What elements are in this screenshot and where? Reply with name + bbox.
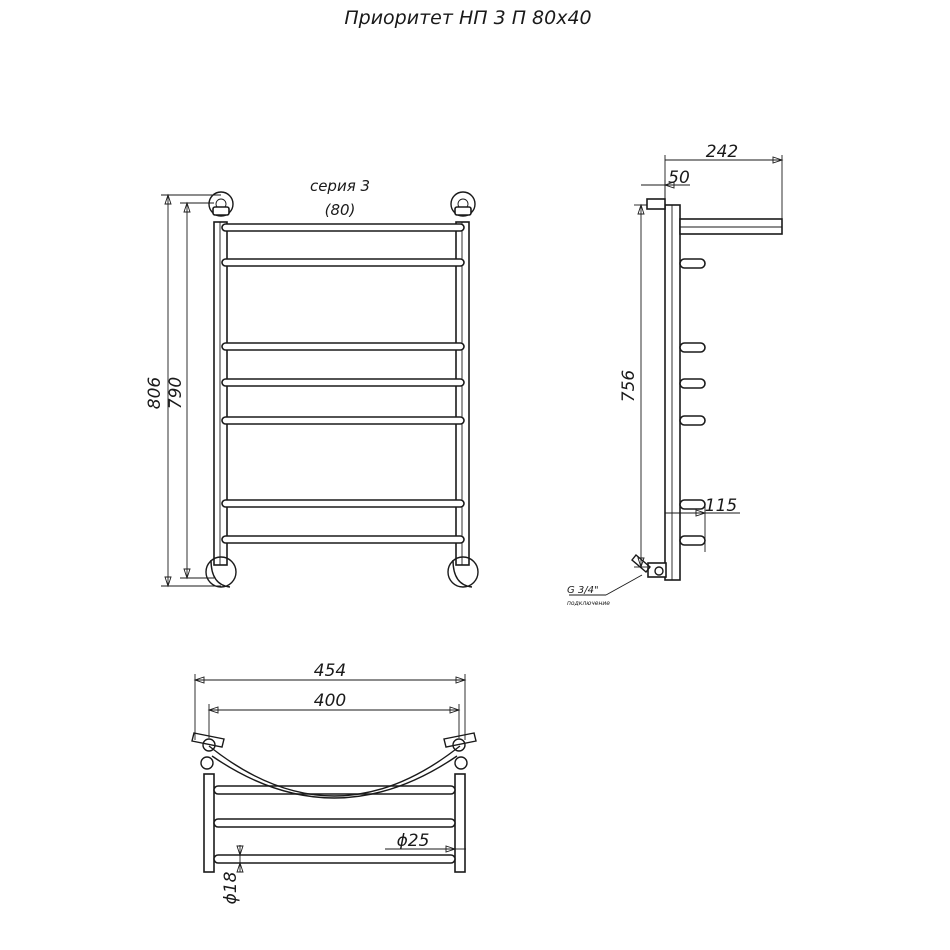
side-rung (680, 343, 705, 352)
series-label: серия 3 (309, 177, 371, 195)
side-rung (680, 259, 705, 268)
dim-label-806: 806 (145, 376, 165, 410)
side-top-bracket (647, 199, 665, 209)
dim-label-242: 242 (705, 142, 739, 162)
dim-label-d25: ϕ25 (396, 831, 430, 851)
drawing-title: Приоритет НП 3 П 80х40 (344, 7, 592, 29)
rung (222, 343, 464, 350)
connection-label: G 3/4" (567, 585, 599, 596)
dim-label-454: 454 (313, 661, 347, 681)
dim-label-400: 400 (313, 691, 347, 711)
rung (222, 379, 464, 386)
side-rung (680, 500, 705, 509)
left-post (214, 222, 227, 565)
dim-label-115: 115 (704, 496, 738, 516)
series-sub-label: (80) (324, 201, 356, 219)
rung (222, 417, 464, 424)
top-left-mount (209, 192, 233, 216)
top-left-bracket (192, 733, 224, 769)
top-shelf-bar (214, 819, 455, 827)
rung (222, 500, 464, 507)
rung (222, 259, 464, 266)
dim-label-d18: ϕ18 (221, 871, 241, 905)
side-rung (680, 416, 705, 425)
side-view (567, 142, 782, 607)
side-top-shelf (680, 219, 782, 234)
top-shelf-bar (214, 786, 455, 794)
side-post (665, 205, 680, 580)
top-shelf-bar (214, 855, 455, 863)
rung (222, 536, 464, 543)
dim-label-50: 50 (668, 168, 690, 188)
side-rung (680, 379, 705, 388)
side-bottom-valve (632, 555, 666, 577)
connection-note: подключение (567, 600, 611, 607)
dim-label-790: 790 (166, 376, 186, 410)
top-right-post (455, 774, 465, 872)
front-view (145, 177, 478, 587)
top-right-bracket (444, 733, 476, 769)
top-view (192, 661, 476, 904)
right-post (456, 222, 469, 565)
top-left-post (204, 774, 214, 872)
top-right-mount (451, 192, 475, 216)
side-rung (680, 536, 705, 545)
dim-label-756: 756 (619, 369, 639, 403)
rung (222, 224, 464, 231)
